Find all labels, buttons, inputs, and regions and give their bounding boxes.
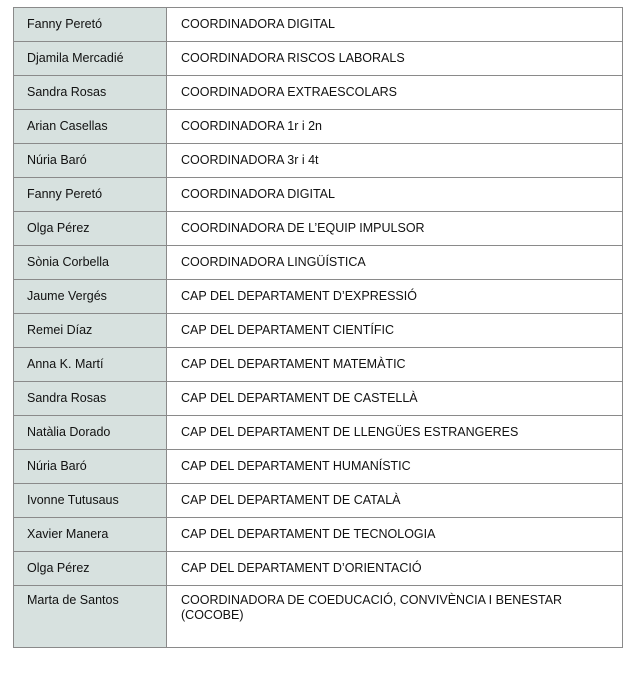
table-row (14, 280, 623, 314)
staff-role: CAP DEL DEPARTAMENT DE LLENGÜES ESTRANGERES (167, 416, 623, 450)
staff-name: Núria Baró (14, 144, 167, 178)
table-row (14, 110, 623, 144)
table-row (14, 314, 623, 348)
staff-name: Xavier Manera (14, 518, 167, 552)
table-row (14, 552, 623, 586)
staff-role: COORDINADORA 3r i 4t (167, 144, 623, 178)
staff-name: Olga Pérez (14, 212, 167, 246)
table-row (14, 212, 623, 246)
table-row (14, 484, 623, 518)
table-row (14, 246, 623, 280)
staff-role: CAP DEL DEPARTAMENT HUMANÍSTIC (167, 450, 623, 484)
staff-name: Natàlia Dorado (14, 416, 167, 450)
table-row (14, 76, 623, 110)
staff-name: Arian Casellas (14, 110, 167, 144)
staff-name: Olga Pérez (14, 552, 167, 586)
staff-name: Núria Baró (14, 450, 167, 484)
staff-name: Fanny Peretó (14, 8, 167, 42)
staff-role: COORDINADORA DE COEDUCACIÓ, CONVIVÈNCIA I BENESTAR (COCOBE) (167, 586, 623, 648)
table-row (14, 178, 623, 212)
staff-name: Sandra Rosas (14, 76, 167, 110)
table-row (14, 144, 623, 178)
staff-role: COORDINADORA DE L’EQUIP IMPULSOR (167, 212, 623, 246)
table-row (14, 518, 623, 552)
staff-role: COORDINADORA RISCOS LABORALS (167, 42, 623, 76)
staff-name: Sandra Rosas (14, 382, 167, 416)
staff-roles-table (13, 7, 623, 648)
staff-role: COORDINADORA DIGITAL (167, 178, 623, 212)
table-row (14, 450, 623, 484)
staff-name: Sònia Corbella (14, 246, 167, 280)
staff-name: Jaume Vergés (14, 280, 167, 314)
staff-name: Fanny Peretó (14, 178, 167, 212)
staff-name: Anna K. Martí (14, 348, 167, 382)
staff-name: Djamila Mercadié (14, 42, 167, 76)
staff-role: CAP DEL DEPARTAMENT D’EXPRESSIÓ (167, 280, 623, 314)
staff-role: CAP DEL DEPARTAMENT D’ORIENTACIÓ (167, 552, 623, 586)
staff-role: CAP DEL DEPARTAMENT DE CATALÀ (167, 484, 623, 518)
staff-role: CAP DEL DEPARTAMENT MATEMÀTIC (167, 348, 623, 382)
staff-role: COORDINADORA LINGÜÍSTICA (167, 246, 623, 280)
staff-role: CAP DEL DEPARTAMENT CIENTÍFIC (167, 314, 623, 348)
staff-role: COORDINADORA DIGITAL (167, 8, 623, 42)
staff-name: Remei Díaz (14, 314, 167, 348)
staff-name: Ivonne Tutusaus (14, 484, 167, 518)
table-row (14, 42, 623, 76)
table-row (14, 586, 623, 648)
staff-role: CAP DEL DEPARTAMENT DE CASTELLÀ (167, 382, 623, 416)
table-row (14, 8, 623, 42)
staff-role: COORDINADORA EXTRAESCOLARS (167, 76, 623, 110)
staff-role: COORDINADORA 1r i 2n (167, 110, 623, 144)
staff-role: CAP DEL DEPARTAMENT DE TECNOLOGIA (167, 518, 623, 552)
staff-name: Marta de Santos (14, 586, 167, 648)
table-row (14, 416, 623, 450)
table-row (14, 382, 623, 416)
table-row (14, 348, 623, 382)
